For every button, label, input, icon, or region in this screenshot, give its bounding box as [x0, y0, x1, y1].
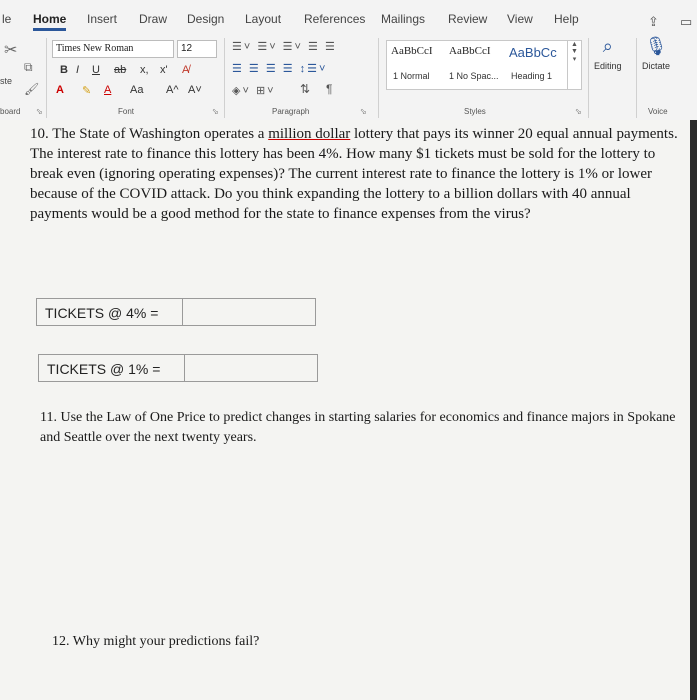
tab-design[interactable]: Design	[187, 12, 225, 26]
style-normal-preview[interactable]: AaBbCcI	[391, 45, 433, 57]
ribbon	[0, 0, 697, 120]
bold-button[interactable]: B	[60, 64, 68, 76]
alignment-buttons-row[interactable]: ☰ ☰ ☰ ☰ ↕☰˅	[232, 63, 328, 75]
clear-formatting-icon[interactable]: A̸	[182, 64, 190, 76]
paste-button[interactable]: ste	[0, 76, 13, 86]
copy-icon[interactable]: ⧉	[24, 60, 33, 74]
editing-button[interactable]	[594, 36, 622, 71]
dictate-label: Dictate	[642, 61, 671, 71]
underline-button[interactable]: U	[92, 64, 100, 76]
clipboard-launcher-icon[interactable]: ⬂	[36, 107, 43, 116]
font-group-label: Font	[118, 107, 135, 116]
tab-review[interactable]: Review	[448, 12, 488, 26]
divider	[224, 38, 225, 118]
microphone-icon: 🎙	[644, 36, 668, 56]
tab-view[interactable]: View	[507, 12, 533, 26]
share-icon[interactable]: ⇪	[648, 14, 659, 29]
tab-help[interactable]: Help	[554, 12, 579, 26]
text-effects-button[interactable]: A	[56, 84, 64, 96]
styles-scroll-icon[interactable]: ▲ ▼ ▾	[567, 41, 581, 89]
format-painter-icon[interactable]: 🖌	[24, 82, 40, 96]
search-icon: ⌕	[602, 36, 613, 56]
tickets-1-answer-cell[interactable]	[185, 355, 317, 381]
question-11: 11. Use the Law of One Price to predict changes in starting salaries for economics and finance majors in Spokane and Seattle over the next twenty years.	[40, 410, 676, 445]
grow-font-button[interactable]: A^	[166, 84, 179, 96]
tab-insert[interactable]: Insert	[87, 12, 118, 26]
style-heading-preview[interactable]: AaBbCc	[509, 45, 557, 60]
divider	[588, 38, 589, 118]
question-12: 12. Why might your predictions fail?	[52, 634, 260, 649]
sort-icon[interactable]: ⇅	[300, 82, 311, 96]
tickets-4-label: TICKETS @ 4% =	[37, 299, 183, 325]
styles-launcher-icon[interactable]: ⬂	[575, 107, 582, 116]
document-page[interactable]	[0, 120, 690, 700]
subscript-button[interactable]: x,	[140, 64, 149, 76]
tab-draw[interactable]: Draw	[139, 12, 168, 26]
change-case-button[interactable]: Aa	[130, 84, 144, 96]
comment-icon[interactable]: ▭	[680, 14, 693, 29]
tickets-1-label: TICKETS @ 1% =	[39, 355, 185, 381]
question-10	[30, 124, 680, 224]
superscript-button[interactable]: x'	[160, 64, 168, 76]
font-name-select[interactable]: Times New Roman	[52, 40, 174, 58]
tab-layout[interactable]: Layout	[245, 12, 282, 26]
dictate-button[interactable]	[642, 36, 670, 71]
tickets-4-answer-cell[interactable]	[183, 299, 315, 325]
divider	[378, 38, 379, 118]
style-nospace-name: 1 No Spac...	[449, 71, 499, 81]
font-color-button[interactable]: A	[104, 84, 112, 96]
tab-home[interactable]: Home	[33, 12, 66, 31]
q10-text-start: 10. The State of Washington operates a	[30, 126, 269, 142]
highlight-icon[interactable]: ✎	[82, 85, 92, 97]
paragraph-group-label: Paragraph	[272, 107, 310, 116]
clipboard-group-label: board	[0, 107, 21, 116]
list-buttons-row[interactable]: ☰˅ ☰˅ ☰˅ ☰ ☰	[232, 41, 337, 53]
editing-label: Editing	[594, 61, 622, 71]
styles-group-label: Styles	[464, 107, 486, 116]
page-edge	[690, 120, 697, 700]
font-size-select[interactable]: 12	[177, 40, 217, 58]
tab-file[interactable]: le	[2, 12, 12, 26]
strikethrough-button[interactable]: ab	[114, 64, 127, 76]
styles-gallery	[386, 40, 582, 90]
tab-references[interactable]: References	[304, 12, 366, 26]
shrink-font-button[interactable]: A˅	[188, 84, 202, 96]
italic-button[interactable]: I	[76, 64, 80, 76]
tickets-4-row	[36, 298, 316, 326]
style-normal-name: 1 Normal	[393, 71, 430, 81]
show-marks-button[interactable]: ¶	[326, 82, 333, 96]
tickets-1-row	[38, 354, 318, 382]
tab-mailings[interactable]: Mailings	[381, 12, 426, 26]
q10-underlined-text: million dollar	[268, 126, 351, 142]
divider	[46, 38, 47, 118]
q10-text-end: lottery that pays its winner 20 equal annual payments. The interest rate to finance this lottery has been 4%. How many $1 tickets must be sold for the lottery to break even (ignoring operating expenses)? The current interest rate to finance the lottery is 1% or lower because of the COVID attack. Do you think expanding the lottery to a billion dollars with 40 annual payments would be a good method for the state to finance expenses from the virus?	[30, 126, 678, 222]
shading-borders-row[interactable]: ◈˅ ⊞˅	[232, 85, 276, 97]
voice-group-label: Voice	[648, 107, 668, 116]
ribbon-tabs	[0, 6, 697, 32]
cut-icon[interactable]: ✂	[4, 42, 18, 59]
style-nospace-preview[interactable]: AaBbCcI	[449, 45, 491, 57]
font-launcher-icon[interactable]: ⬂	[212, 107, 219, 116]
divider	[636, 38, 637, 118]
style-heading-name: Heading 1	[511, 71, 553, 81]
paragraph-launcher-icon[interactable]: ⬂	[360, 107, 367, 116]
